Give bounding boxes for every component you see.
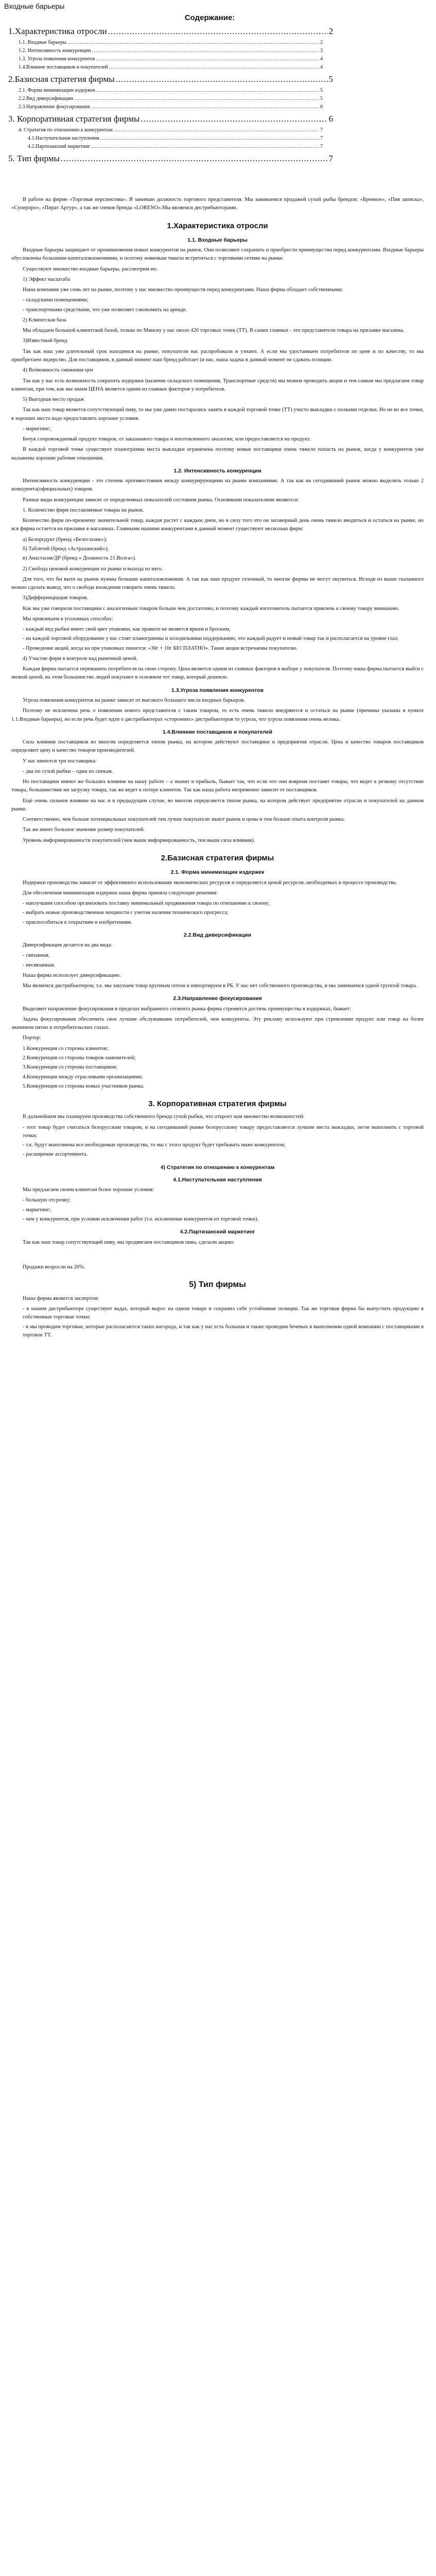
toc-item-page: 7 [320,127,323,133]
paragraph: Но поставщики имеют же больших влияние на нашу работе – а значит и прибыль, бывает так, что если что они вовремя поставят товары, что ведет к резкому отсутствие товара, большинствие ни загрузку товара, так же ведет к потере клиентов. Так как наша работа непременно зависит от поставщиков. [11,779,424,793]
list-item: 5.Конкуренция со стороны новых участников рынка. [23,1083,145,1089]
toc-item-page: 5 [320,88,323,93]
toc-item[interactable] [19,96,323,101]
subsection-title: 4.1.Наступательная наступления [173,1176,262,1183]
toc-item-label: 1.4.Влияние поставщиков и покупателей [19,64,108,70]
paragraph: Каждая фирма пытается переманить потребителя на свою сторону. Цена является одним из главных факторов в выборе у покупателя. Поэтому наша фирма пытается выйти с низкой ценой, на этом большинство людей покупают в основном тот товар, который дешевле. [11,666,424,681]
toc-item-label: 5. Тип фирмы [8,154,60,163]
toc-item[interactable] [19,48,323,54]
paragraph: 4) Возможность снижения цен [23,367,93,374]
list-item: - чем у конкурентов, при условии исключения работ (т.е. исключение конкурентов из торговой точки). [23,1216,259,1222]
toc-item[interactable] [8,74,333,84]
toc-item-label: 1.1. Входные барьеры [19,40,66,45]
paragraph: Поэтому не исключена речь о появлении нового представителя с таким товаром, то есть очень тяжело внедряются и остаться на рынке (причины указаны в пункте 1.1.Входные барьеры), но если речь будет идти о дистрибьютерах «сторонних» дистрибьюторов то угроза, что угроза появления очень велика. [11,708,424,722]
section-title: 2.Базисная стратегия фирмы [161,853,274,862]
toc-item[interactable] [19,104,323,110]
page-title: Входные барьеры [4,2,65,10]
paragraph: Ещё очень сильное влияние на нас и в предыдущим случае, во многом определяется типом рынка, на котором действует предприятие отрасли и покупателей на данном рынке. [11,798,424,812]
paragraph: Так как наш товар является сопутствующий пиву, то мы уже давно постарались занять в каждой торговой точке (ТТ) участо выкладки с полками отделки. Но не во все точки, в хороших места надо предоставлять хорошие условия. [11,407,424,421]
toc-item[interactable] [19,127,323,133]
list-item: - транспортными средствами, что уже позволяет сэкономить на аренде. [23,307,187,313]
subsection-title: 2.2.Вид диверсификации [183,931,252,938]
paragraph: Для обеспечения минимизации издержек наша фирма приняла следующие решения: [23,890,218,896]
paragraph: Наша фирма является экспертом: [23,1295,99,1301]
paragraph: Для того, что бы выти на рынок нужны большие капиталовложения. А так как наш продукт сезонный, то многие фирмы не могут окупиться. Исходя из выше сказанного можно сделать вывод, что о свободе вхождения говорить очень тяжело. [11,576,424,591]
paragraph: 2) Клиентская база [23,317,66,323]
subsection-title: 2.3.Направление фокусирования [173,995,262,1002]
list-item: - в нашем дистрибьюторе существует вадах, который вырос на одном товаре и сохранил себе устойчивые позиции. Так же торговая фирма бы выпустить продукцию в собственные торговые точки; [23,1306,424,1320]
list-item: б) Таблетей (бренд «Астраханский»); [23,546,109,552]
toc-item-page: 2 [320,40,323,45]
toc-item-label: 4.1.Наступательная наступления [28,135,99,141]
paragraph: Количество фирм по-прежнему значительной товар, каждая растет с каждым днем, но в силу того что он заговорный день очень тяжело вводиться и остаться на рынке, но вся фирма остается на прилавке в магазинах. Главными нашими конкурентами в данный момент существуют несколько фирм: [11,518,424,532]
section-title: 3. Корпоративная стратегия фирмы [148,1099,287,1109]
toc-item-label: 3. Корпоративная стратегия фирмы [8,114,140,124]
paragraph: Уровень информированности покупателей (чем выше информированность, тем выше сила влияния). [23,837,255,843]
toc-item[interactable] [8,26,333,37]
list-item: - складскими помещениями; [23,297,89,303]
list-item: в) Анастасия/ДР (бренд « Должность 21.Волгa»). [23,555,136,562]
toc-item[interactable] [8,154,333,164]
paragraph: Так как наш уже длительный срок находимся на рынке, покупатели нас распробовали и узнают. А если мы удостаиваем потребителя по цене и по качеству, то мы приобретаем лидерство. Для поставщиков, в данный момент наш бренд работает (и нас, наша задача в данный момент не сдавать позиции. [11,348,424,363]
paragraph: Так же имеет большое значение размер покупателей. [23,827,145,833]
paragraph: Наша фирма использует диверсификацию. [23,972,121,978]
list-item: 1.Конкуренция со стороны клиентов; [23,1045,109,1052]
section-title: 5) Тип фирмы [189,1280,246,1290]
toc-item[interactable] [8,114,333,124]
toc-item-label: 2.1. Форма минимизации издержек [19,88,96,93]
paragraph: Бечук сопровождаемый продукт товаров, от заказанного товара и изготовленного аналогии, или предоставляется на продукт. [23,436,311,443]
toc-item-page: 2 [328,26,333,36]
section-title: 4) Стратегия по отношению к конкурентам [160,1164,275,1171]
list-item: - большую отсрочку; [23,1197,71,1204]
toc-item[interactable] [19,64,323,70]
paragraph: 1. Количество фирм поставляемые товары на рынок. [23,507,144,513]
toc-item[interactable] [19,40,323,45]
table-of-contents [4,13,415,164]
list-item: - несвязанная. [23,962,56,968]
toc-item[interactable] [19,88,323,93]
list-item: - в мы проводим торговые, которые располагаются таких нагорода, и так как у нас есть большая и также проводим бечевых в выполнении одной компании с поставщиками в торговле ТТ. [23,1324,424,1338]
paragraph: 3)Известный бренд [23,338,67,344]
toc-item-label: 1.2. Интенсивность конкуренции [19,48,91,54]
list-item: - т.к. будут выполнены все необходимые производства, то мы с этого продукт будет пребывать ниже конкурентом; [23,1142,286,1148]
paragraph: Портер: [23,1035,41,1041]
paragraph: Мы привлекаем в уголовных способах: [23,616,113,622]
subsection-title: 1.4.Влияние поставщиков и покупателей [162,728,273,735]
toc-item-label: 4. Стратегия по отношению к конкурентам [19,127,113,133]
toc-item-label: 2.3.Направление фокусирования [19,104,90,110]
paragraph: Диверсификация делается на два вида: [23,942,112,948]
intro-paragraph: В работе на фирме «Торговая перспектива». Я занимаю должность торгового представителя. Мы занимаемся продажей сухой рыбы брендов: «Бренное», «Пив записка», «Суперпро», «Пират Артур», а так же снеков бренда «LORENO».Мы являемся дистрибьюторами. [11,197,424,211]
toc-item[interactable] [19,56,323,62]
paragraph: Мы обладаем большой клиентской базой, только по Минску у нас около 420 торговых точек (ТТ). В самих главных - это представители товара на прилавке магазина. [23,328,405,334]
toc-item-page: 7 [328,154,333,163]
paragraph: - маркетинг; [23,426,51,432]
paragraph: 3)Дифференциация товаров. [23,595,89,601]
paragraph: В каждой торговой точке существует планограмма места выкладки ограничена поэтому новые поставщики очень тяжело попасть на рынок, когда у конкурентов уже налажены хорошие рабочие отношения. [11,447,424,461]
paragraph: Существуют множество входные барьеры, рассмотрим их: [23,266,158,272]
list-item: - наилучшим способом организовать поставку минимальный продвижения товара по отношению к своему; [23,901,270,907]
document-body [11,196,424,1340]
list-item: - этот товар будет считаться белорусским товаром, и на сегодняшний рынке белорусскому товару предоставляется лучшие места выкладки, легче выполнить с торговой точки; [23,1124,424,1139]
subsection-title: 1.3.Угроза появления конкурентов [171,687,264,693]
paragraph: В дальнейшем мы планируем производства собственного бренда сухой рыбки, что откроет нам множество возможностей: [23,1114,305,1120]
subsection-title: 2.1. Форма минимизации издержек [170,869,265,876]
paragraph: Задача фокусирования обеспечить свое лучшие обслуживание потребителей, чем конкуренты. Эту рекламу используют при стремлении продукт или товар на более значимом пятно в потребительских глазах. [11,1016,424,1031]
toc-item-page: 6 [320,104,323,110]
toc-item-page: 7 [320,144,323,149]
toc-item-page: 4 [320,56,323,62]
paragraph: Мы являемся дистрибьютером, т.е. мы закупаем товар крупным оптом и импортируем в РБ. У нас нет собственного производства, и мы занимаемся одной группой товара. [23,983,417,989]
toc-item-page: 7 [320,135,323,141]
list-item: - приспособиться к открытиям и изобретениям. [23,919,132,925]
list-item: 3.Конкуренция со стороны поставщиков; [23,1064,117,1071]
list-item: - связанная, [23,953,50,959]
list-item: a) Белпродукт (бренд «Белоглазик»); [23,536,108,543]
toc-item-label: 2.2.Вид диверсификации [19,96,73,101]
toc-item[interactable] [28,144,323,149]
toc-item-label: 1.Характеристика отросли [8,26,107,36]
list-item: - Проведение акций, когда на при упаковках пишется: «30г + 10г БЕСПЛАТНО». Такие акции встречаемы покупателю. [23,645,298,651]
paragraph: Разные виды конкуренции зависят от определенных показателей состояния рынка. Основными показателями являются: [23,497,299,503]
paragraph: Так как у нас есть возможность сократить издержки (наличие складского помещения, Транспортные средств) мы можем проводить акции и тем самым мы предлагаем товар клиентам, при том, как мы знаем ЦЕНА является одним из главных факторов у потребителя. [11,378,424,392]
subsection-title: 1.1. Входные барьеры [187,236,248,243]
subsection-title: 1.2. Интенсивность конкуренции [173,467,261,474]
paragraph: Сила влияния поставщиков во многом определяется типом рынка, на котором действуют поставщики и предприятия отрасли. Цена и качество товаров поставщиков определяют цену и качество товаров производителей. [11,739,424,754]
list-item: 4.Конкуренция между отраслевыми организациями; [23,1074,143,1080]
paragraph: Так как наш товар сопутствующий пиву, мы продвигаем поставщиков пива, сделали акцию: [23,1239,235,1245]
list-item: - расширение ассортимента. [23,1151,88,1158]
paragraph: Издержки производства зависят от эффективного использования экономических ресурсов и определяется ценой ресурсов, необходимых в процессе производства. [23,879,397,886]
paragraph: Интенсивность конкуренции - это степень противостояния между конкурирующими на рынке компаниями. А так как на сегодняшний рынок можно выделить только 2 конкурента(официальных) товаров. [11,478,424,493]
paragraph: Мы предлагаем своим клиентам более хорошие условия: [23,1187,154,1193]
list-item: 2.Конкуренция со стороны товаров-заменителей; [23,1055,136,1061]
toc-heading: Содержание: [184,13,235,22]
list-item: - на каждой торговой оборудование у нас стоят планограммы и холодильники поддержанию, что каждый радует и новый товар так и располагается на уровне глаз; [23,636,399,642]
subsection-title: 4.2.Партизанский маркетинг [180,1229,255,1235]
paragraph: Наша компания уже семь лет на рынке, поэтому у нас множество преимуществ перед конкурентами. Наша фирма обладает собственными: [23,287,343,293]
paragraph: Выделяют направление фокусирования в пределах выбранного сегмента рынка фирма стремится достичь преимущества в издержках, бывает: [23,1006,351,1012]
toc-item-page: 4 [320,64,323,70]
paragraph: 4) Участие фирм в контроле над рыночной ценой. [23,655,138,662]
list-item: - каждый вид рыбки имеет свой цвет упаковки, как правило не является ярким и броским; [23,626,231,633]
toc-item[interactable] [28,135,323,141]
toc-item-page: 6 [328,114,333,124]
paragraph: Как мы уже говорили поставщики с аналогичным товаром больше чем достаточно, и поэтому каждый изготовитель пытается привлечь к своему товару вниманию. [23,605,399,612]
section-title: 1.Характеристика отросли [167,221,268,230]
toc-item-page: 3 [320,48,323,54]
paragraph: Входные барьеры защищают от проникновения новых конкурентов на рынок. Они позволяют сохранить и приобрести преимущества перед конкурентами. Входные барьеры обусловлены большими капиталовложениями, и поэтому новичкам тяжело встретиться с торговыми сетями на рынке. [11,247,424,262]
toc-item-page: 5 [328,74,333,84]
paragraph: 1) Эффект масштаба [23,276,71,282]
list-item: - два по сухой рыбки – один по снекам. [23,768,113,774]
paragraph: 5) Выгодная место продаж [23,397,84,403]
list-item: - выбрать новые производственные мощности с учетом наличия технического прогресса; [23,910,229,916]
toc-item-page: 5 [320,96,323,101]
paragraph: Соответственно, чем больше потенциальных покупателей тем лучше покупатели знают рынок и цены и тем больше опыта контроля рынка. [23,817,345,823]
paragraph: 2) Свобода ценовой конкуренции по рынке и выхода из него. [23,566,163,572]
paragraph: Угроза появления конкурентов на рынке зависят от высокого большего числа входных барьеров. [23,698,245,703]
paragraph: Продажи возросли на 20%. [23,1264,85,1270]
toc-item-label: 2.Базисная стратегия фирмы [8,74,115,84]
toc-item-label: 1.3. Угроза появления конкурентов [19,56,95,62]
list-item: - маркетинг; [23,1207,51,1213]
toc-item-label: 4.2.Партизанский маркетинг [28,144,91,149]
paragraph: У нас имеются три поставщика: [23,758,97,764]
